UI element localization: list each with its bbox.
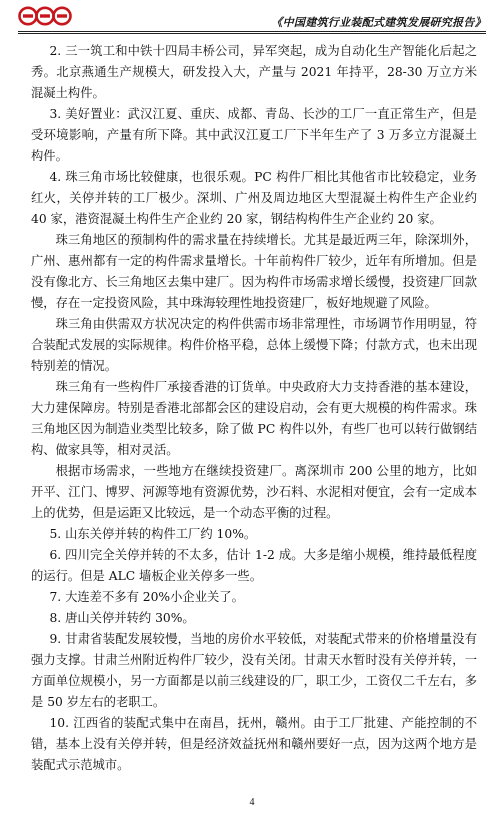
report-title: 《中国建筑行业装配式建筑发展研究报告》: [271, 16, 486, 29]
header-rule: [18, 31, 486, 32]
paragraph: 珠三角由供需双方状况决定的构件供需市场非常理性，市场调节作用明显，符合装配式发展的实际规律。构件价格平稳，总体上缓慢下降；付款方式，也未出现特别差的情况。: [31, 317, 477, 373]
page-header: [0, 0, 504, 34]
paragraph-item-9: 9. 甘肃省装配发展较慢，当地的房价水平较低，对装配式带来的价格增量没有强力支撑。甘肃兰州附近构件厂较少，没有关闭。甘肃天水暂时没有关停并转，一方面单位规模小，另一方面都是以前三线建设的厂，职工少，工资仅二千左右，多是 50 岁左右的老职工。: [31, 632, 477, 709]
body-text: [31, 41, 477, 776]
paragraph-item-7: 7. 大连差不多有 20%小企业关了。: [49, 590, 244, 604]
paragraph: 珠三角地区的预制构件的需求量在持续增长。尤其是最近两三年，除深圳外，广州、惠州都有一定的构件需求量增长。十年前构件厂较少，近年有所增加。但是没有像北方、长三角地区去集中建厂。因为构件市场需求增长缓慢，投资建厂回款慢，存在一定投资风险，其中珠海较理性地投资建厂，板好地规避了风险。: [31, 233, 477, 310]
paragraph-item-10: 10. 江西省的装配式集中在南昌，抚州，赣州。由于工厂批建、产能控制的不错，基本上没有关停并转，但是经济效益抚州和赣州要好一点，因为这两个地方是装配式示范城市。: [31, 716, 477, 772]
red-circles-logo: [18, 6, 72, 26]
paragraph-item-6: 6. 四川完全关停并转的不太多，估计 1-2 成。大多是缩小规模，维持最低程度的运行。但是 ALC 墙板企业关停多一些。: [31, 548, 477, 583]
paragraph-item-3: 3. 美好置业：武汉江夏、重庆、成都、青岛、长沙的工厂一直正常生产，但是受环境影响，产量有所下降。其中武汉江夏工厂下半年生产了 3 万多立方混凝土构件。: [31, 107, 477, 163]
paragraph: 珠三角有一些构件厂承接香港的订货单。中央政府大力支持香港的基本建设，大力建保障房。特别是香港北部都会区的建设启动，会有更大规模的构件需求。珠三角地区因为制造业类型比较多，除了做 PC 构件以外，有些厂也可以转行做钢结构、做家具等，相对灵活。: [31, 380, 477, 457]
paragraph-item-4: 4. 珠三角市场比较健康，也很乐观。PC 构件厂相比其他省市比较稳定，业务红火，关停并转的工厂极少。深圳、广州及周边地区大型混凝土构件生产企业约 40 家，港资混凝土构件生产企业约 20 家，钢结构构件生产企业约 20 家。: [31, 170, 477, 226]
page-number: 4: [249, 797, 255, 808]
header-rule-thin: [18, 33, 486, 34]
paragraph: 根据市场需求，一些地方在继续投资建厂。离深圳市 200 公里的地方，比如开平、江门、博罗、河源等地有资源优势，沙石料、水泥相对便宜，会有一定成本上的优势，但是运距又比较远，是一个动态平衡的过程。: [31, 464, 477, 520]
paragraph-item-8: 8. 唐山关停并转约 30%。: [49, 611, 195, 625]
paragraph-item-2: 2. 三一筑工和中铁十四局丰桥公司，异军突起，成为自动化生产智能化后起之秀。北京燕通生产规模大，研发投入大，产量与 2021 年持平，28-30 万立方米混凝土构件。: [31, 44, 477, 100]
paragraph-item-5: 5. 山东关停并转的构件工厂约 10%。: [49, 527, 257, 541]
